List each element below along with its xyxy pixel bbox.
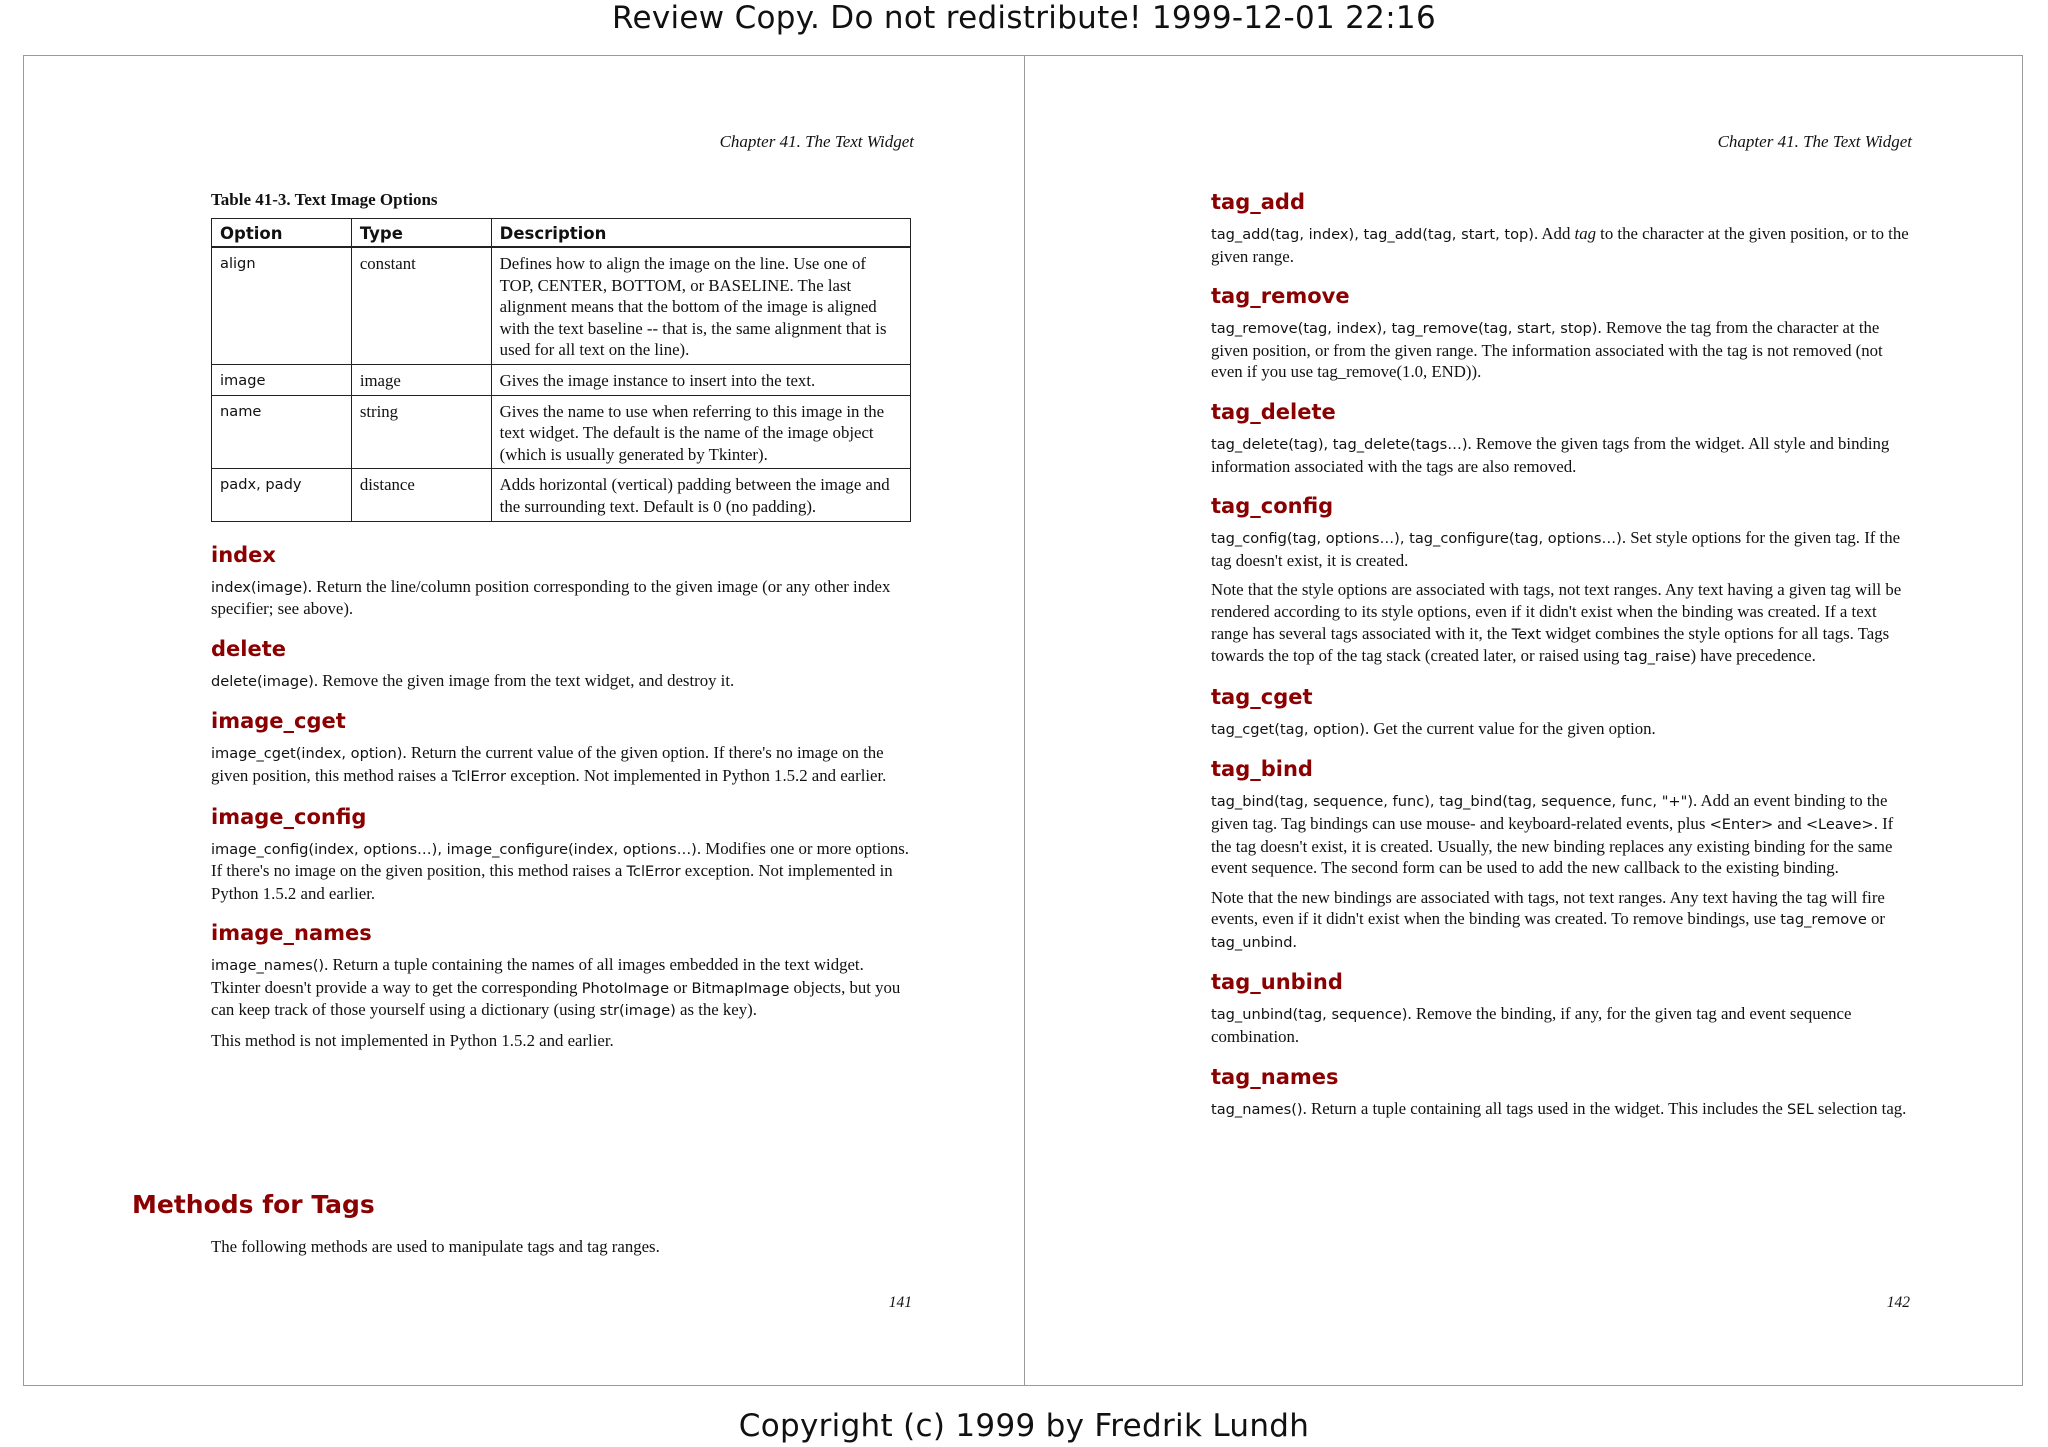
table-header: Option [212,219,352,248]
description-cell: Gives the image instance to insert into the text. [491,364,910,395]
tag-config-description: tag_config(tag, options…), tag_configure(tag, options…). Set style options for the given tag. If the tag doesn't exist, it is created. [1211,528,1901,570]
table-row [212,395,911,469]
option-cell: padx, pady [212,469,352,521]
section-heading-tag-config: tag_config [1211,494,1334,519]
table-header-row [212,219,911,248]
section-heading-tag-cget: tag_cget [1211,684,1313,709]
table-row [212,469,911,521]
review-copy-banner: Review Copy. Do not redistribute! 1999-12-01 22:16 [612,0,1436,36]
table-header: Description [491,219,910,248]
page-number: 142 [1886,1294,1910,1311]
image-cget-description: image_cget(index, option). Return the current value of the given option. If there's no image on the given position, this method raises a TclError exception. Not implemented in Python 1.5.2 and earlier. [211,743,887,785]
section-heading-tag-names: tag_names [1211,1064,1339,1089]
section-heading-delete: delete [211,636,286,661]
tag-unbind-description: tag_unbind(tag, sequence). Remove the binding, if any, for the given tag and event sequence combination. [1211,1004,1852,1047]
type-cell: constant [351,247,491,364]
table-header: Type [351,219,491,248]
tag-names-description: tag_names(). Return a tuple containing all tags used in the widget. This includes the SEL selection tag. [1211,1098,1907,1118]
methods-intro: The following methods are used to manipulate tags and tag ranges. [211,1237,660,1256]
table-row [212,364,911,395]
section-heading-index: index [211,542,276,567]
left-column [211,190,915,1052]
page-141 [24,56,1025,1385]
book-spread [23,55,2023,1386]
section-heading-tag-remove: tag_remove [1211,284,1350,309]
section-heading-image-config: image_config [211,804,367,829]
description-cell: Gives the name to use when referring to this image in the text widget. The default is the name of the image object (which is usually generated by Tkinter). [491,395,910,469]
index-description: index(image). Return the line/column position corresponding to the given image (or any other index specifier; see above). [211,576,891,619]
tag-delete-description: tag_delete(tag), tag_delete(tags…). Remove the given tags from the widget. All style and binding information associated with the tags are also removed. [1211,433,1890,476]
section-heading-image-names: image_names [211,921,372,946]
option-cell: name [212,395,352,469]
section-heading-tag-bind: tag_bind [1211,757,1313,782]
image-config-description: image_config(index, options…), image_configure(index, options…). Modifies one or more options. If there's no image on the given position, this method raises a TclError exception. Not implemented in Python 1.5.2 and earlier. [211,838,909,903]
page-number: 141 [888,1294,912,1311]
tag-bind-description: tag_bind(tag, sequence, func), tag_bind(tag, sequence, func, "+"). Add an event binding to the given tag. Tag bindings can use mouse- and keyboard-related events, plus <Enter> and <Leave>. If the tag doesn't exist, it is created. Usually, the new binding replaces any existing binding for the same event sequence. The second form can be used to add the new callback to the existing binding. [1211,791,1894,878]
right-column [1211,189,1915,1120]
section-heading-tag-delete: tag_delete [1211,399,1336,424]
tag-add-description: tag_add(tag, index), tag_add(tag, start, top). Add tag to the character at the given position, or to the given range. [1211,224,1909,266]
copyright-banner: Copyright (c) 1999 by Fredrik Lundh [738,1408,1310,1444]
tag-remove-description: tag_remove(tag, index), tag_remove(tag, start, stop). Remove the tag from the character at the given position, or from the given range. The information associated with the tag is not removed (not even if you use tag_remove(1.0, END)). [1211,318,1883,382]
tag-bind-note: Note that the new bindings are associated with tags, not text ranges. Any text having the tag will fire events, even if it didn't exist when the binding was created. To remove bindings, use tag_remove or tag_unbind. [1211,887,1886,951]
tag-config-note: Note that the style options are associated with tags, not text ranges. Any text having a given tag will be rendered according to its style options, even if it didn't exist when the binding was created. If a text range has several tags associated with it, the Text widget combines the style options for all tags. Tags towards the top of the tag stack (created later, or raised using tag_raise) have precedence. [1211,580,1902,666]
image-names-note: This method is not implemented in Python 1.5.2 and earlier. [211,1031,614,1051]
tag-cget-description: tag_cget(tag, option). Get the current value for the given option. [1211,718,1656,738]
option-cell: align [212,247,352,364]
type-cell: image [351,364,491,395]
option-cell: image [212,364,352,395]
type-cell: string [351,395,491,469]
section-heading-methods-for-tags: Methods for Tags [132,1190,375,1219]
section-heading-tag-unbind: tag_unbind [1211,970,1343,995]
text-image-options-table [211,218,911,522]
delete-description: delete(image). Remove the given image from the text widget, and destroy it. [211,670,735,690]
type-cell: distance [351,469,491,521]
table-row [212,247,911,364]
running-head: Chapter 41. The Text Widget [1717,132,1912,151]
section-heading-image-cget: image_cget [211,709,346,734]
page-142 [1025,56,2022,1385]
table-caption: Table 41-3. Text Image Options [211,190,438,209]
section-heading-tag-add: tag_add [1211,190,1305,214]
description-cell: Adds horizontal (vertical) padding between the image and the surrounding text. Default is 0 (no padding). [491,469,910,521]
image-names-description: image_names(). Return a tuple containing the names of all images embedded in the text widget. Tkinter doesn't provide a way to get the corresponding PhotoImage or BitmapImage objects, but you can keep track of those yourself using a dictionary (using str(image) as the key). [211,955,901,1020]
description-cell: Defines how to align the image on the line. Use one of TOP, CENTER, BOTTOM, or BASELINE. The last alignment means that the bottom of the image is aligned with the text baseline -- that is, the same alignment that is used for all text on the line). [491,247,910,364]
running-head: Chapter 41. The Text Widget [719,132,914,151]
